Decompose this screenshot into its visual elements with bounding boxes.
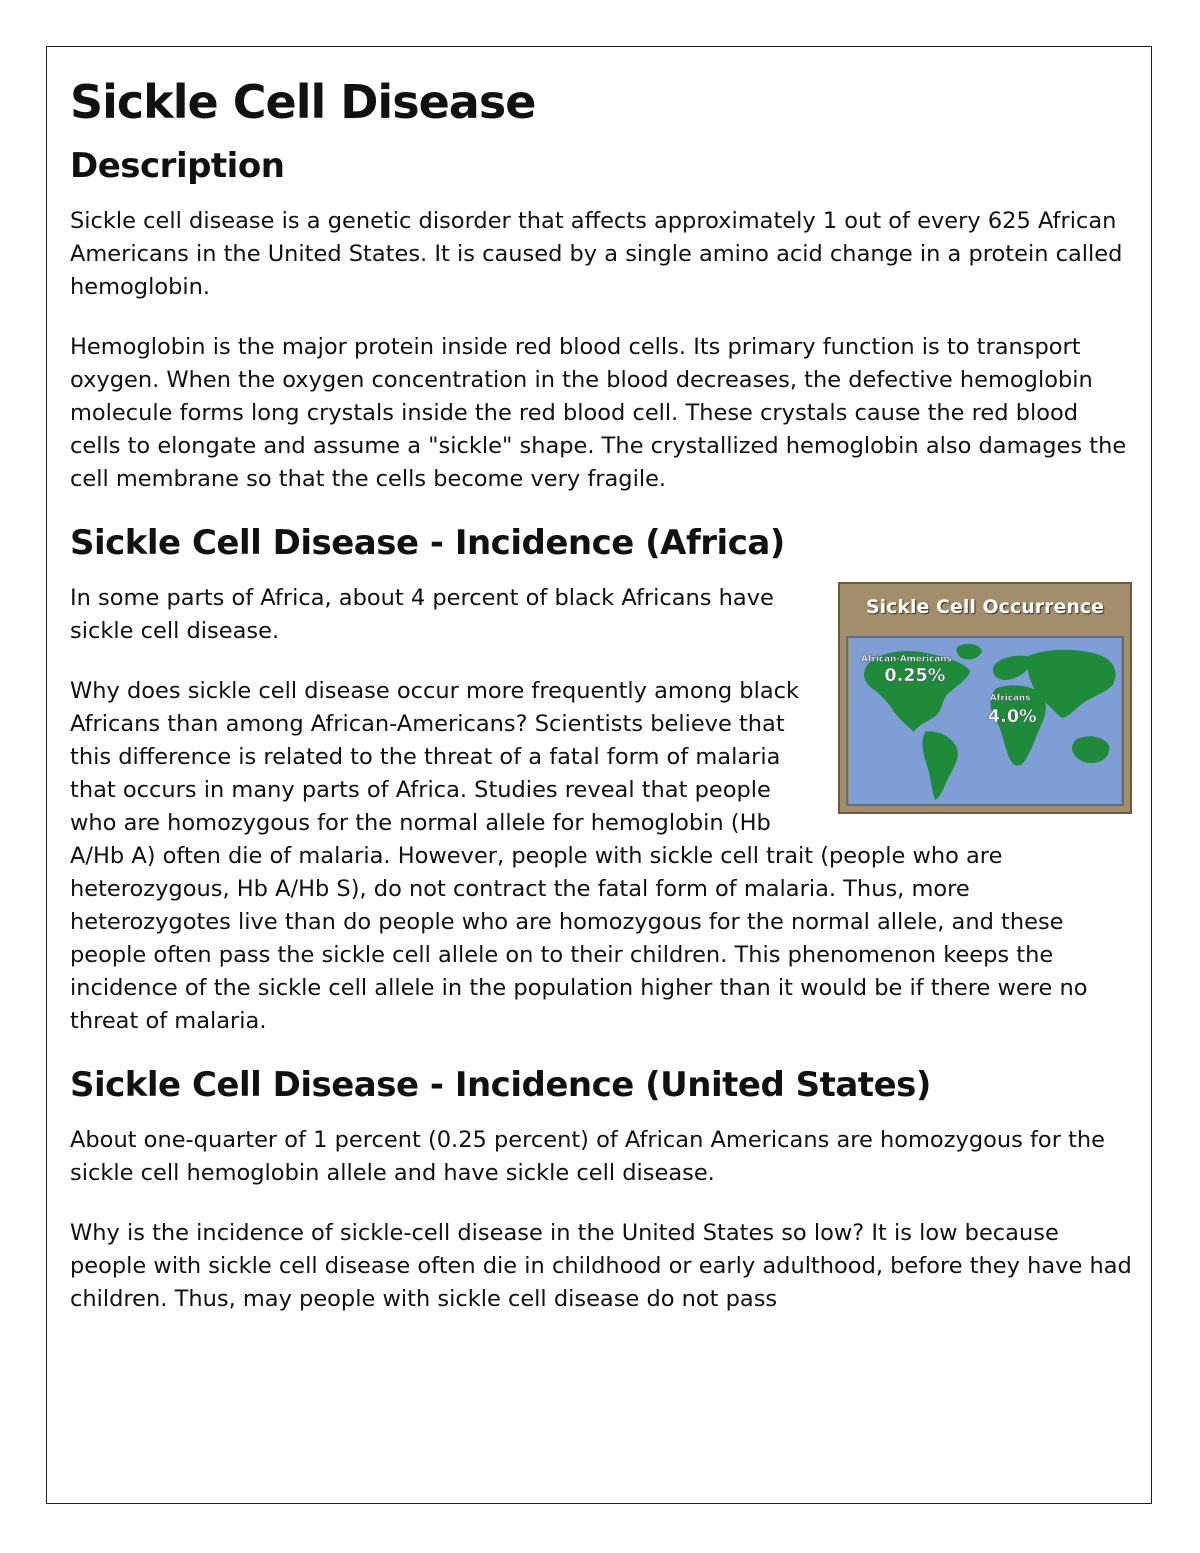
paragraph: Why does sickle cell disease occur more frequently among black Africans than among African-Americans? Scientists believe that this difference is related to the threat of a fatal form of malaria that occurs in many parts of Africa. Studies reveal that people who are homozygous for the normal allele for hemoglobin (Hb A/Hb A) often die of malaria. However, people with sickle cell trait (people who are heterozygous, Hb A/Hb S), do not contract the fatal form of malaria. Thus, more heterozygotes live than do people who are homozygous for the normal allele, and these people often pass the sickle cell allele on to their children. This phenomenon keeps the incidence of the sickle cell allele in the population higher than it would be if there were no threat of malaria. bbox=[70, 677, 1088, 1034]
figure-title: Sickle Cell Occurrence bbox=[865, 595, 1105, 618]
map-label-group-2: Africans bbox=[989, 693, 1031, 704]
world-map bbox=[846, 636, 1124, 806]
world-map-image bbox=[848, 638, 1122, 804]
document-page bbox=[46, 46, 1152, 1504]
paragraph: In some parts of Africa, about 4 percent of black Africans have sickle cell disease. bbox=[70, 584, 774, 644]
section-heading-description: Description bbox=[70, 146, 285, 187]
map-label-value-2: 4.0% bbox=[987, 706, 1037, 727]
sickle-cell-occurrence-figure bbox=[838, 582, 1132, 814]
paragraph: Why is the incidence of sickle-cell disease in the United States so low? It is low because people with sickle cell disease often die in childhood or early adulthood, before they have had children. Thus, may people with sickle cell disease do not pass bbox=[70, 1219, 1132, 1312]
document-content bbox=[70, 75, 1132, 1316]
map-label-group-1: African-Americans bbox=[860, 654, 952, 665]
map-label-value-1: 0.25% bbox=[884, 665, 946, 686]
paragraph: Sickle cell disease is a genetic disorder that affects approximately 1 out of every 625 African Americans in the United States. It is caused by a single amino acid change in a protein called hemoglobin. bbox=[70, 207, 1123, 300]
section-heading-africa: Sickle Cell Disease - Incidence (Africa) bbox=[70, 522, 785, 563]
paragraph: About one-quarter of 1 percent (0.25 percent) of African Americans are homozygous for the sickle cell hemoglobin allele and have sickle cell disease. bbox=[70, 1126, 1106, 1186]
paragraph: Hemoglobin is the major protein inside red blood cells. Its primary function is to transport oxygen. When the oxygen concentration in the blood decreases, the defective hemoglobin molecule forms long crystals inside the red blood cell. These crystals cause the red blood cells to elongate and assume a "sickle" shape. The crystallized hemoglobin also damages the cell membrane so that the cells become very fragile. bbox=[70, 333, 1127, 492]
page-title: Sickle Cell Disease bbox=[70, 75, 536, 129]
section-heading-united-states: Sickle Cell Disease - Incidence (United States) bbox=[70, 1064, 931, 1105]
